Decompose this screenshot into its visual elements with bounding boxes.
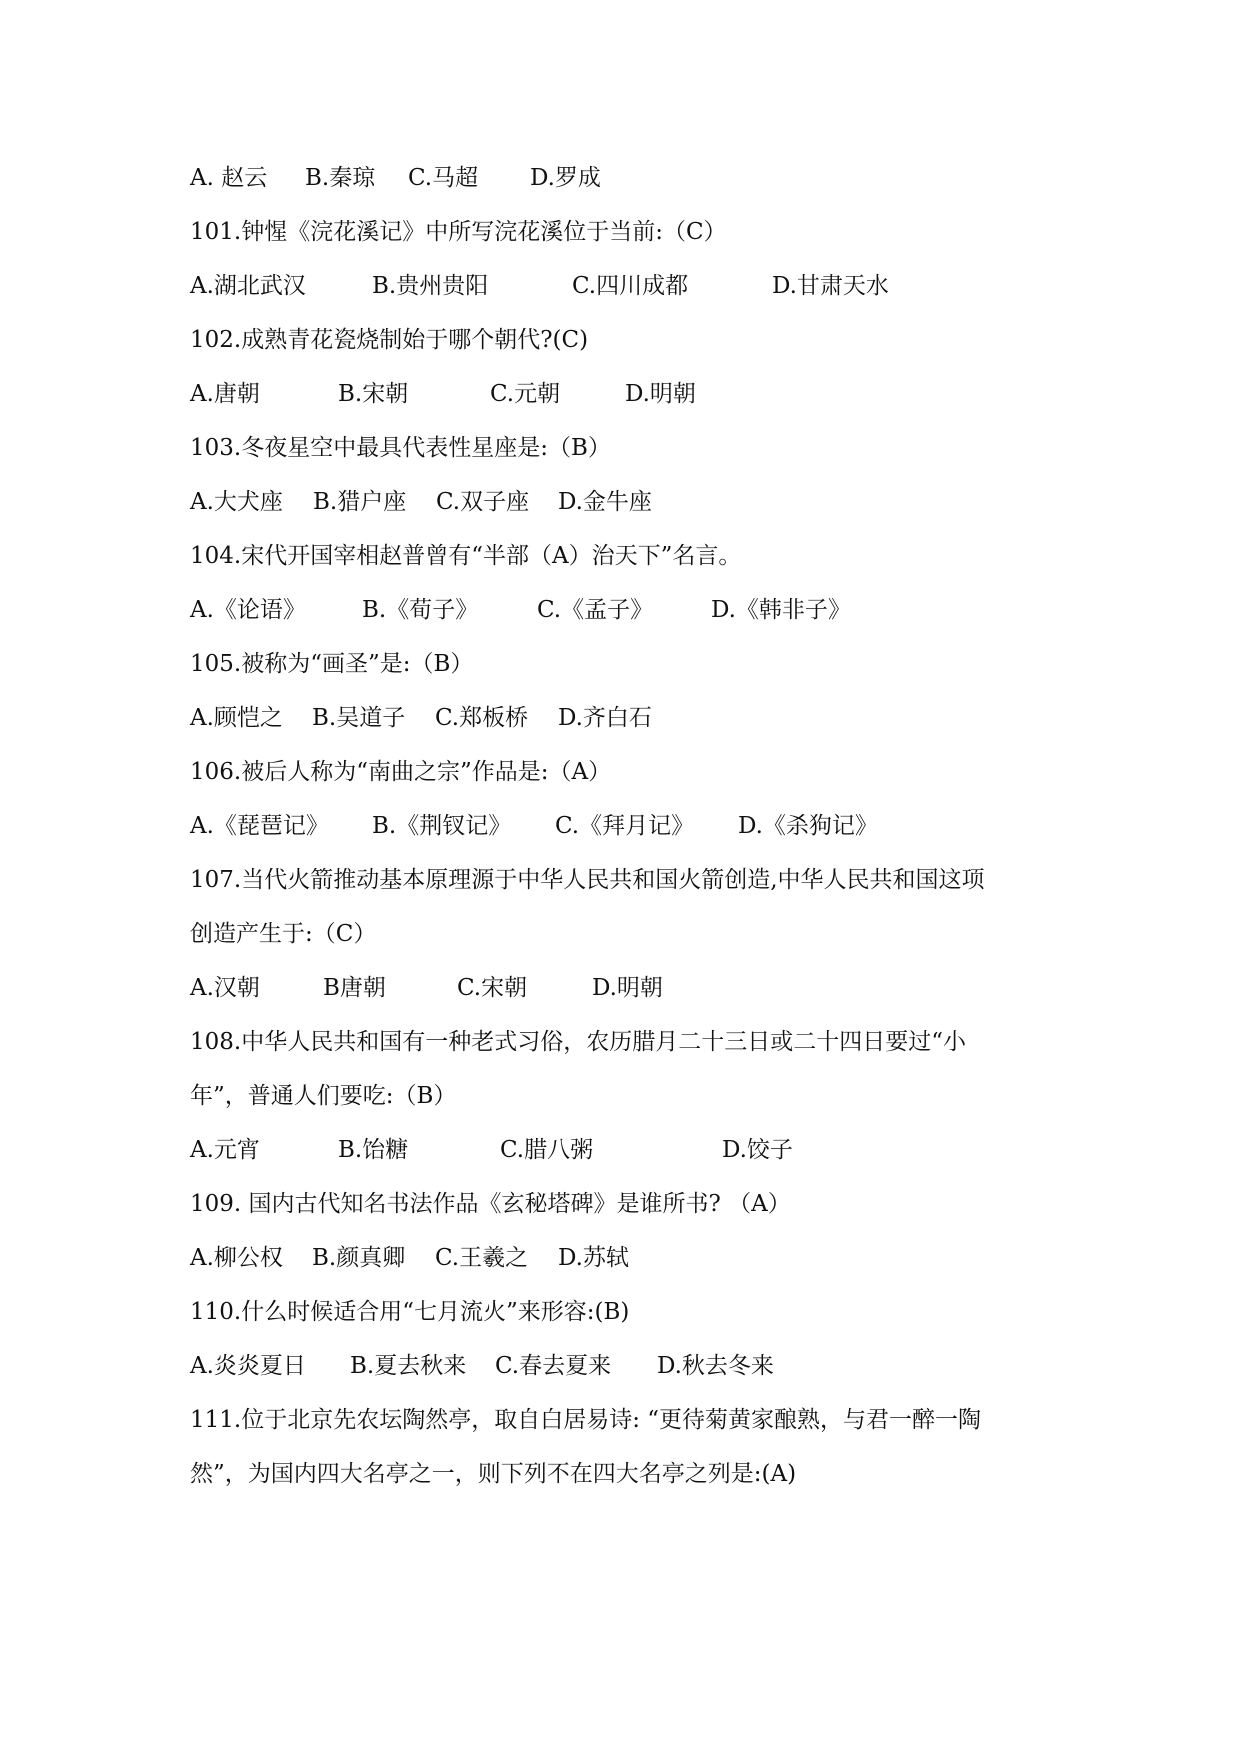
option-c: C.春去夏来 (495, 1353, 612, 1379)
question-108: 108.中华人民共和国有一种老式习俗，农历腊月二十三日或二十四日要过“小 (190, 1029, 966, 1055)
option-d: D.《杀狗记》 (738, 813, 878, 839)
option-b: B.猎户座 (313, 489, 407, 515)
question-103: 103.冬夜星空中最具代表性星座是:（B） (190, 435, 611, 461)
question-105: 105.被称为“画圣”是:（B） (190, 651, 474, 677)
option-b: B.宋朝 (338, 381, 409, 407)
option-b: B.贵州贵阳 (372, 273, 489, 299)
option-b: B.《荀子》 (362, 597, 479, 623)
option-b: B.夏去秋来 (350, 1353, 467, 1379)
option-a: A.湖北武汉 (190, 273, 306, 299)
option-b: B唐朝 (323, 975, 386, 1001)
option-row (190, 266, 889, 306)
option-row (190, 1238, 629, 1278)
option-row (190, 806, 878, 846)
option-c: C.元朝 (490, 381, 561, 407)
option-a: A.柳公权 (190, 1245, 283, 1271)
option-row (190, 1346, 774, 1386)
option-d: D.饺子 (722, 1137, 793, 1163)
option-c: C.四川成都 (572, 273, 689, 299)
option-b: B.颜真卿 (312, 1245, 406, 1271)
option-d: D.明朝 (625, 381, 696, 407)
option-a: A.汉朝 (190, 975, 260, 1001)
option-d: D.罗成 (530, 165, 601, 191)
option-row (190, 1130, 793, 1170)
question-111-continued: 然”，为国内四大名亭之一，则下列不在四大名亭之列是:(A) (190, 1461, 797, 1487)
option-a: A.元宵 (190, 1137, 260, 1163)
question-106: 106.被后人称为“南曲之宗”作品是:（A） (190, 759, 612, 785)
option-a: A.顾恺之 (190, 705, 283, 731)
question-108-continued: 年”，普通人们要吃:（B） (190, 1083, 457, 1109)
option-c: C.腊八粥 (500, 1137, 594, 1163)
question-107-continued: 创造产生于:（C） (190, 921, 377, 947)
option-c: C.郑板桥 (435, 705, 529, 731)
option-a: A.唐朝 (190, 381, 260, 407)
option-d: D.甘肃天水 (772, 273, 889, 299)
option-b: B.《荆钗记》 (372, 813, 512, 839)
option-c: C.宋朝 (457, 975, 528, 1001)
question-110: 110.什么时候适合用“七月流火”来形容:(B) (190, 1299, 630, 1325)
question-104: 104.宋代开国宰相赵普曾有“半部（A）治天下”名言。 (190, 543, 742, 569)
option-row (190, 968, 663, 1008)
option-d: D.明朝 (592, 975, 663, 1001)
option-b: B.吴道子 (312, 705, 406, 731)
option-a: A.炎炎夏日 (190, 1353, 306, 1379)
option-row (190, 590, 851, 630)
option-row (190, 482, 652, 522)
question-111: 111.位于北京先农坛陶然亭，取自白居易诗: “更待菊黄家酿熟，与君一醉一陶 (190, 1407, 982, 1433)
option-row (190, 374, 696, 414)
option-c: C.王羲之 (435, 1245, 529, 1271)
option-a: A.《论语》 (190, 597, 306, 623)
question-109: 109. 国内古代知名书法作品《玄秘塔碑》是谁所书? （A） (190, 1191, 791, 1217)
option-a: A. 赵云 (190, 165, 268, 191)
option-a: A.《琵琶记》 (190, 813, 329, 839)
question-101: 101.钟惺《浣花溪记》中所写浣花溪位于当前:（C） (190, 219, 727, 245)
option-d: D.《韩非子》 (711, 597, 851, 623)
question-107: 107.当代火箭推动基本原理源于中华人民共和国火箭创造,中华人民共和国这项 (190, 867, 985, 893)
option-c: C.《孟子》 (537, 597, 654, 623)
option-d: D.苏轼 (558, 1245, 629, 1271)
option-b: B.秦琼 (305, 165, 376, 191)
option-c: C.双子座 (436, 489, 530, 515)
option-c: C.《拜月记》 (555, 813, 695, 839)
option-d: D.金牛座 (558, 489, 652, 515)
option-d: D.秋去冬来 (657, 1353, 774, 1379)
option-d: D.齐白石 (558, 705, 652, 731)
option-c: C.马超 (408, 165, 479, 191)
option-a: A.大犬座 (190, 489, 283, 515)
option-b: B.饴糖 (338, 1137, 409, 1163)
option-row (190, 158, 601, 198)
question-102: 102.成熟青花瓷烧制始于哪个朝代?(C) (190, 327, 589, 353)
option-row (190, 698, 652, 738)
